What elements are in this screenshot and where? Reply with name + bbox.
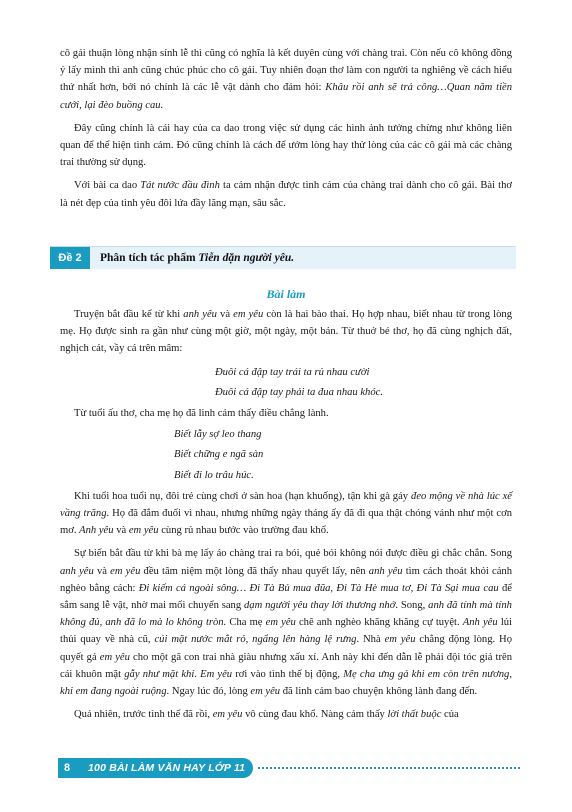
paragraph-2: Đây cũng chính là cái hay của ca dao trong việc sử dụng các hình ảnh tưởng chừng như không liên quan để thể hiện tình cảm. Đó cũng chính là cách để ướm lòng hay thử lòng của các cô gái mà các chàng trai thường sử dụng. (60, 122, 512, 169)
book-title: 100 BÀI LÀM VĂN HAY LỚP 11 (88, 762, 246, 774)
section-heading: Bài làm (266, 287, 306, 301)
footer-dotted-rule (258, 767, 520, 769)
text-run: cô gái thuận lòng nhận sính lễ thì cũng có nghĩa là kết duyên cùng với chàng trai. Còn nếu cô không đồng ý lấy mình thì anh cũng chúc phúc cho cô gái. Tuy nhiên đoạn thơ làm con người ta nghiêng về cách hiểu thứ nhất hơn, bởi nó chính là các lễ vật dành cho đám hỏi: (60, 48, 512, 94)
paragraph-1 (60, 45, 512, 114)
page-footer (0, 758, 572, 778)
page-body-top (60, 45, 512, 218)
page-body-essay (60, 306, 512, 729)
italic-quote: Khâu rồi anh sẽ trả công…Quan năm tiền cưới, lại đèo buồng cau. (60, 82, 513, 111)
topic-label: Đề 2 (50, 247, 90, 269)
paragraph-6: Khi tuổi hoa tuổi nụ, đôi trẻ cùng chơi ở sàn hoa (hạn khuống), tận khi gà gáy đeo mộng về nhà lúc xế vầng trăng. Họ đã đắm đuối vì nhau, nhưng những ngày tháng ấy đã đi qua thật chóng vánh như một cơn mơ. Anh yêu và em yêu cùng rủ nhau bước vào trường đau khổ. (60, 490, 512, 537)
italic-title: Tát nước đầu đình (140, 180, 220, 192)
paragraph-5: Từ tuổi ấu thơ, cha mẹ họ đã linh cảm thấy điều chẳng lành. (74, 408, 329, 420)
paragraph-8: Quả nhiên, trước tình thế đã rồi, em yêu vô cùng đau khổ. Nàng cảm thấy lời thất buộc của (74, 709, 459, 721)
paragraph-4: Truyện bắt đầu kể từ khi anh yêu và em yêu còn là hai bào thai. Họ hợp nhau, biết nhau từ trong lòng mẹ. Họ được sinh ra gần như cùng một giờ, một ngày, một bản. Từ thuở bé thơ, họ đã cùng nghịch đất, nghịch cát, vầy cá trên mâm: (60, 309, 513, 355)
page-number: 8 (63, 762, 71, 774)
verse-line: Biết chững e ngã sàn (174, 449, 264, 461)
topic-header-bar (50, 246, 516, 269)
verse-line: Biết lẫy sợ leo thang (174, 429, 262, 441)
paragraph-3: Với bài ca dao Tát nước đầu đình ta cảm nhận được tình cảm của chàng trai dành cho cô gái. Bài thơ là nét đẹp của tình yêu đôi lứa đầy lãng mạn, sâu sắc. (60, 180, 512, 209)
verse-line: Đuôi cá đập tay trái ta rủ nhau cười (215, 366, 370, 378)
verse-line: Đuôi cá đập tay phải ta đua nhau khóc. (215, 386, 384, 398)
verse-line: Biết đi lo trâu húc. (174, 469, 254, 481)
paragraph-7: Sự biến bắt đầu từ khi bà mẹ lấy áo chàng trai ra bói, quẻ bói không nói được điều gì chắc chắn. Song anh yêu và em yêu đều tâm niệm một lòng đã thấy nhau quyết lấy, nên anh yêu tìm cách thoát khỏi cảnh nghèo bằng cách: Đi kiếm cá ngoài sông… Đi Tà Bủ mua đũa, Đi Tà Hè mua tơ, Đi Tà Sại mua cau để sắm sang lễ vật, nhờ mai mối chuyển sang dạm người yêu thay lời thương nhớ. Song, anh đã tính mà tính không đủ, anh đã lo mà lo không tròn. Cha mẹ em yêu chê anh nghèo khăng khăng cự tuyệt. Anh yêu lủi thủi quay về nhà cũ, cúi mặt nước mắt rỏ, ngẩng lên hàng lệ rưng. Nhà em yêu chẳng động lòng. Họ quyết gả em yêu cho một gã con trai nhà giàu nhưng xấu xí. Anh này khi đến dẫn lễ phải đội tóc giả trên cái khuôn mặt gẫy như mặt khỉ. Em yêu rơi vào tình thế bị động, Mẹ cha ưng gả khi em còn trên nương, khi em đang ngoài ruộng. Ngay lúc đó, lòng em yêu đã linh cảm bao chuyện không lành đang đến. (60, 548, 513, 698)
topic-title: Phân tích tác phẩm Tiễn dặn người yêu. (100, 252, 295, 264)
